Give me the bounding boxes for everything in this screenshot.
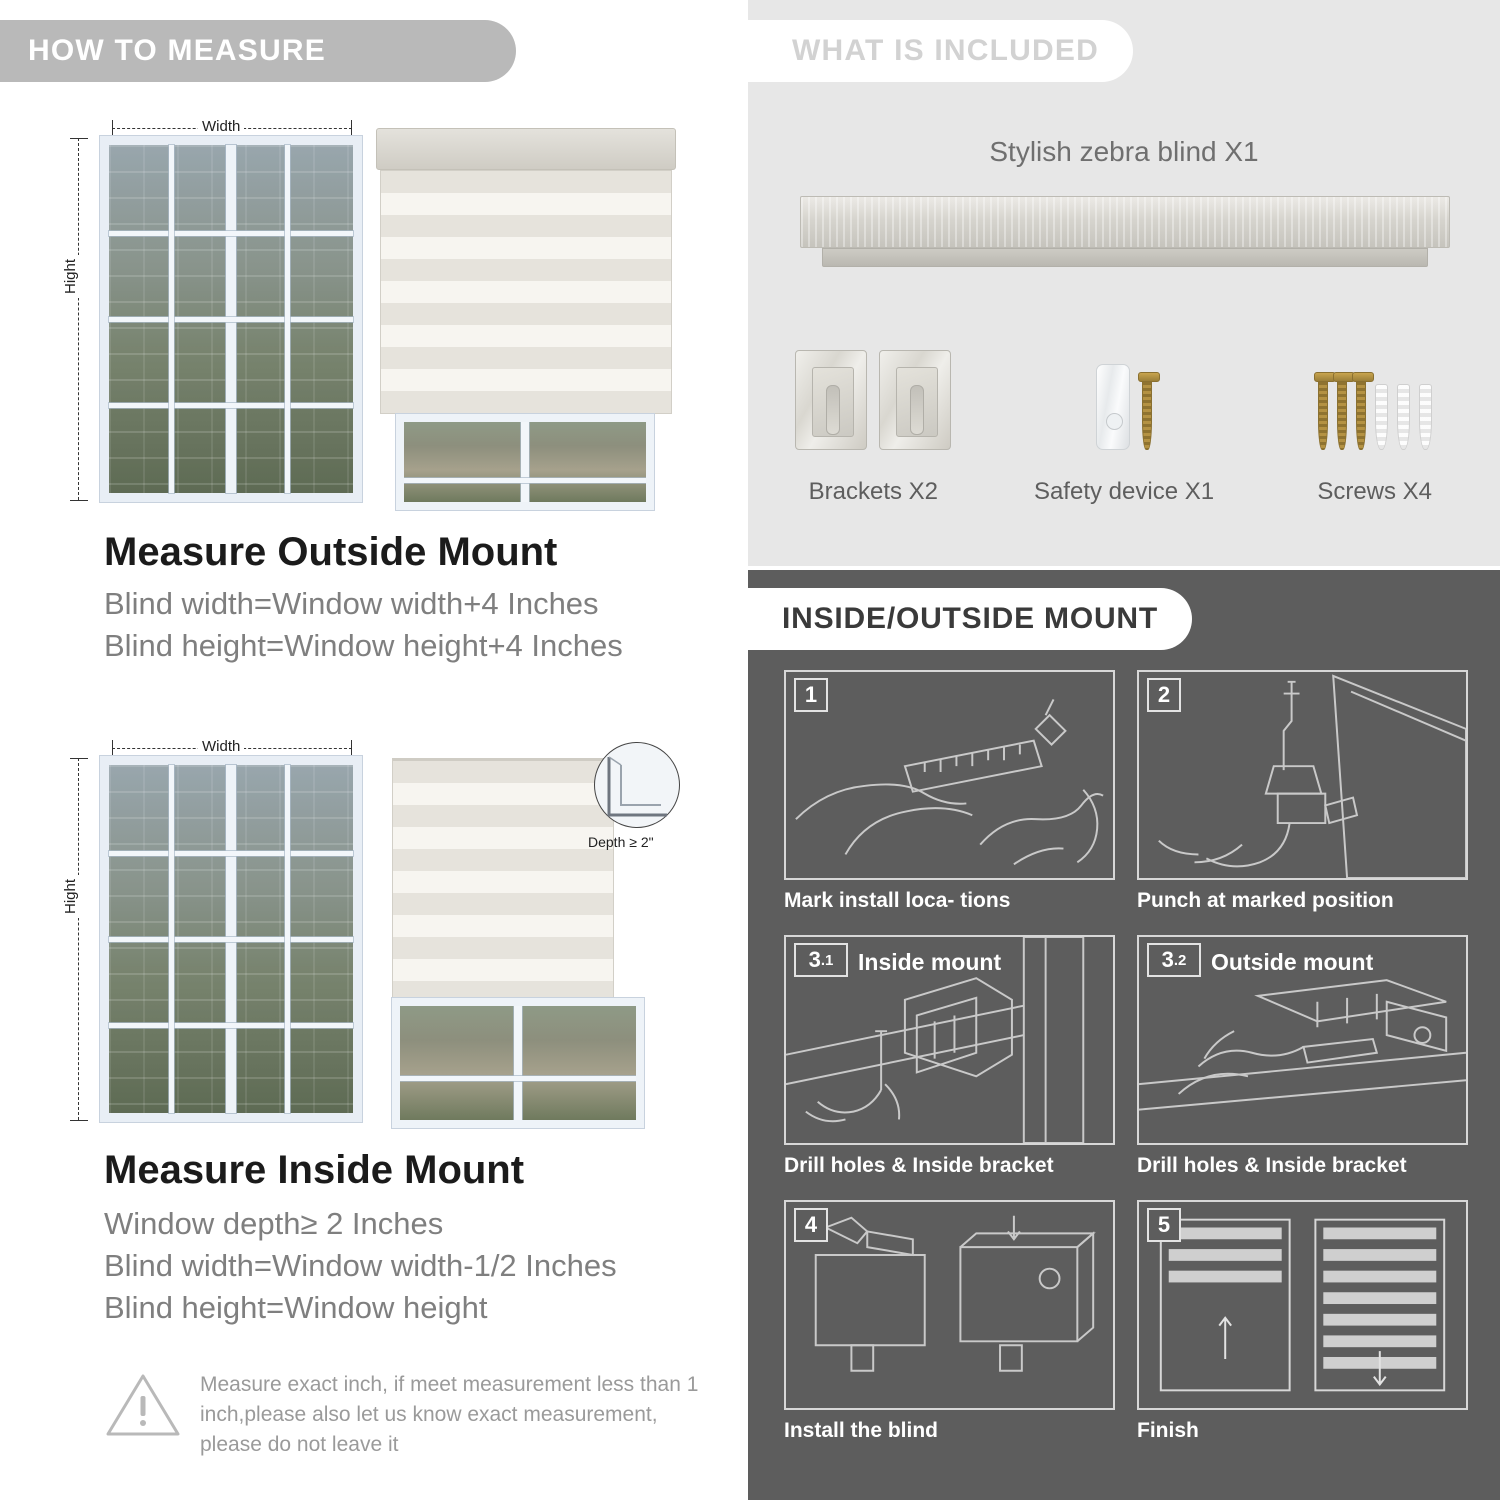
depth-label: Depth ≥ 2" [588, 834, 654, 850]
mount-step [784, 1200, 1115, 1443]
inside-mount-line-3: Blind height=Window height [104, 1290, 488, 1325]
step-number [1147, 943, 1201, 977]
measure-note-text: Measure exact inch, if meet measurement less than 1 inch,please also let us know exact measurement, please do not leave it [200, 1373, 699, 1456]
finish-sketch [1139, 1202, 1466, 1408]
outside-mount-blind [376, 128, 676, 508]
blind-window-center-mullion [521, 422, 529, 502]
height-label-inside: Hight [62, 875, 79, 918]
blind-window-mullion-h-inside [400, 1076, 636, 1081]
depth-callout-drawing [595, 743, 681, 829]
mount-step [784, 935, 1115, 1178]
step-caption-3-2: Drill holes & Inside bracket [1137, 1154, 1407, 1177]
step-illustration-3-1 [784, 935, 1115, 1145]
step-illustration-1 [784, 670, 1115, 880]
step-number-main: 3 [1161, 947, 1174, 972]
blind-fabric-inside [392, 758, 614, 998]
window-photo-inside [100, 756, 362, 1122]
wall-anchor-icon [1375, 384, 1388, 450]
step-caption-2: Punch at marked position [1137, 889, 1394, 912]
window-mullion-v1-inside [169, 765, 174, 1113]
step-number [794, 943, 848, 977]
how-to-measure-panel [0, 0, 744, 1500]
depth-callout-circle [594, 742, 680, 828]
outside-mount-title: Measure Outside Mount [104, 530, 558, 574]
part-brackets [748, 330, 999, 530]
step-caption-1: Mark install loca- tions [784, 889, 1011, 912]
window-mullion-v2 [285, 145, 290, 493]
step-illustration-4 [784, 1200, 1115, 1410]
mount-steps-grid [784, 670, 1468, 1443]
inside-mount-illustration [0, 728, 744, 1138]
outside-mount-line-2: Blind height=Window height+4 Inches [104, 628, 623, 663]
mount-step [1137, 935, 1468, 1178]
width-label-inside: Width [198, 738, 244, 755]
bracket-icon [795, 350, 867, 450]
screws-image [1249, 330, 1500, 450]
height-dimension-line-inside [78, 758, 79, 1120]
measure-sketch [786, 672, 1113, 878]
height-tick-top-inside [70, 758, 88, 759]
inside-outside-mount-panel [748, 570, 1500, 1500]
what-is-included-badge: WHAT IS INCLUDED [748, 20, 1133, 82]
zebra-blind-headrail-image [800, 196, 1450, 268]
step-number-sub: .2 [1173, 951, 1187, 969]
install-blind-sketch [786, 1202, 1113, 1408]
step-inline-title-outside-mount: Outside mount [1211, 949, 1374, 975]
height-tick-bottom [70, 500, 88, 501]
step-illustration-3-2 [1137, 935, 1468, 1145]
wall-anchor-icon [1397, 384, 1410, 450]
blind-window-center-mullion-inside [514, 1006, 522, 1120]
blind-window-below-inside [392, 998, 644, 1128]
width-label: Width [198, 118, 244, 135]
screw-icon [1318, 378, 1328, 450]
what-is-included-panel [748, 0, 1500, 566]
drill-sketch [1139, 672, 1466, 878]
part-safety-device [999, 330, 1250, 530]
step-caption-3-1: Drill holes & Inside bracket [784, 1154, 1054, 1177]
headrail-bottom [822, 248, 1428, 267]
part-label-screws: Screws X4 [1317, 478, 1433, 505]
mount-step [784, 670, 1115, 913]
window-mullion-h2 [109, 317, 353, 322]
height-tick-top [70, 138, 88, 139]
step-number: 5 [1147, 1208, 1181, 1242]
height-label: Hight [62, 255, 79, 298]
blind-fabric [380, 170, 672, 414]
window-mullion-h2-inside [109, 937, 353, 942]
inside-mount-title: Measure Inside Mount [104, 1148, 525, 1192]
window-mullion-v2-inside [285, 765, 290, 1113]
window-mullion-h3 [109, 403, 353, 408]
height-tick-bottom-inside [70, 1120, 88, 1121]
included-parts-row [748, 330, 1500, 530]
step-illustration-5 [1137, 1200, 1468, 1410]
inside-outside-mount-badge: INSIDE/OUTSIDE MOUNT [748, 588, 1192, 650]
inside-mount-line-1: Window depth≥ 2 Inches [104, 1206, 444, 1241]
safety-device-icon [1096, 364, 1130, 450]
headrail-top [800, 196, 1450, 248]
step-number: 1 [794, 678, 828, 712]
window-mullion-h1-inside [109, 851, 353, 856]
step-illustration-2 [1137, 670, 1468, 880]
outside-mount-illustration [0, 108, 744, 518]
brackets-image [748, 330, 999, 450]
blind-window-below [396, 414, 654, 510]
window-photo [100, 136, 362, 502]
blind-window-mullion-h [404, 478, 646, 483]
mount-step [1137, 670, 1468, 913]
mount-step [1137, 1200, 1468, 1443]
measure-note [104, 1370, 704, 1459]
step-number: 4 [794, 1208, 828, 1242]
screw-icon [1142, 378, 1152, 450]
screw-icon [1337, 378, 1347, 450]
part-label-safety-device: Safety device X1 [1033, 478, 1215, 505]
step-caption-5: Finish [1137, 1419, 1199, 1442]
height-dimension-line [78, 138, 79, 500]
bracket-icon [879, 350, 951, 450]
step-number-main: 3 [808, 947, 821, 972]
warning-icon [104, 1370, 182, 1440]
how-to-measure-badge: HOW TO MEASURE [0, 20, 516, 82]
screw-icon [1356, 378, 1366, 450]
window-mullion-h3-inside [109, 1023, 353, 1028]
outside-mount-line-1: Blind width=Window width+4 Inches [104, 586, 599, 621]
safety-device-image [999, 330, 1250, 450]
part-screws [1249, 330, 1500, 530]
step-number-sub: .1 [820, 951, 834, 969]
inside-mount-line-2: Blind width=Window width-1/2 Inches [104, 1248, 617, 1283]
window-mullion-v1 [169, 145, 174, 493]
window-mullion-h1 [109, 231, 353, 236]
blind-headrail [376, 128, 676, 170]
step-caption-4: Install the blind [784, 1419, 939, 1442]
included-main-item-label: Stylish zebra blind X1 [989, 136, 1259, 167]
part-label-brackets: Brackets X2 [808, 478, 939, 505]
wall-anchor-icon [1419, 384, 1432, 450]
step-number: 2 [1147, 678, 1181, 712]
step-inline-title-inside-mount: Inside mount [858, 949, 1002, 975]
